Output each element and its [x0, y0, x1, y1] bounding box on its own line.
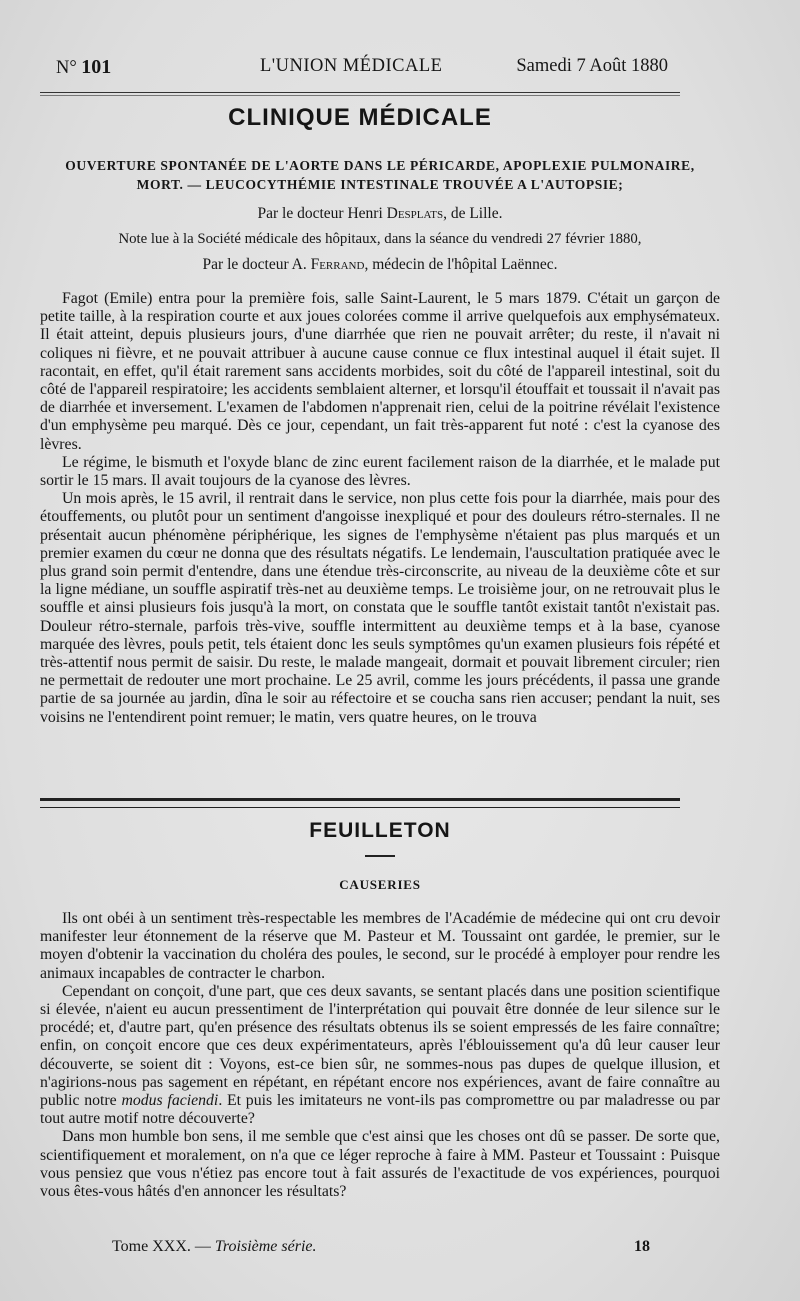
author-suffix: , de Lille. [443, 205, 503, 222]
reporter-name: Ferrand [310, 256, 365, 273]
italic-phrase: modus faciendi [121, 1092, 219, 1110]
feuilleton-ornament-rule [365, 855, 395, 857]
feuilleton-paragraph: Ils ont obéi à un sentiment très-respectable les membres de l'Académie de médecine qui ont cru devoir manifester leur étonnement de la réserve que M. Pasteur et M. Toussaint ont gardée, le premier, sur le moyen d'obtenir la vaccination du choléra des poules, le second, sur le procédé à employer pour rendre les animaux incapables de contracter le charbon. [40, 910, 720, 982]
footer-tome: Tome XXX. — [112, 1238, 211, 1255]
article-subtitle-line2: MORT. — LEUCOCYTHÉMIE INTESTINALE TROUVÉE A L'AUTOPSIE; [136, 177, 624, 192]
clinique-paragraph: Le régime, le bismuth et l'oxyde blanc de zinc eurent facilement raison de la diarrhée, et le malade put sortir le 15 mars. Il avait toujours de la cyanose des lèvres. [40, 453, 720, 490]
clinique-paragraph: Fagot (Emile) entra pour la première fois, salle Saint-Laurent, le 5 mars 1879. C'était un garçon de petite taille, à la respiration courte et aux joues colorées comme il arrive quelquefois aux emphysémateux. Il était atteint, depuis plusieurs jours, d'une diarrhée que rien ne pouvait arrêter; du reste, il n'avait ni coliques ni fièvre, et ne pouvait attribuer à aucune cause connue ce flux intestinal auquel il était sujet. Il racontait, en effet, qu'il était rarement sans accidents morbides, soit du côté de l'appareil intestinal, soit du côté de l'appareil respiratoire; les accidents semblaient alterner, et lorsqu'il étouffait et toussait il n'avait pas de diarrhée et inversement. L'examen de l'abdomen n'apprenait rien, celui de la poitrine révélait l'existence d'un emphysème peu marqué. Dès ce jour, cependant, un fait très-apparent fut noté : c'est la cyanose des lèvres. [40, 290, 720, 453]
issue-number [56, 56, 111, 79]
journal-title: L'UNION MÉDICALE [260, 56, 443, 76]
feuilleton-paragraph-2-tail: . Et puis les imitateurs ne vont-ils pas compromettre ou par maladresse ou par tout autre motif notre découverte? [40, 1092, 720, 1128]
footer-volume [112, 1238, 317, 1256]
header-rule [40, 92, 680, 93]
issue-number-prefix: N° [56, 58, 77, 78]
issue-date: Samedi 7 Août 1880 [516, 56, 668, 76]
feuilleton-paragraph: Dans mon humble bon sens, il me semble que c'est ainsi que les choses ont dû se passer. De sorte que, scientifiquement et moralement, on n'a que ce léger reproche à faire à MM. Pasteur et Toussaint : Puisque vous pensiez que vous n'étiez pas encore tout à fait assurés de l'exactitude de vos expériences, pourquoi vous êtes-vous hâtés d'en annoncer les résultats? [40, 1128, 720, 1201]
issue-number-value: 101 [81, 56, 112, 78]
footer-series: Troisième série. [214, 1238, 317, 1255]
page-header [56, 56, 668, 88]
clinique-body [40, 290, 720, 727]
author-line [40, 205, 720, 223]
page-footer [112, 1238, 650, 1260]
clinique-paragraph: Un mois après, le 15 avril, il rentrait dans le service, non plus cette fois pour la diarrhée, mais pour des étouffements, ou plutôt pour un sentiment d'angoisse inexpliqué et pour des douleurs rétro-sternales. Il ne présentait aucun phénomène périphérique, les signes de l'emphysème n'étaient pas plus marqués et un premier examen du cœur ne donna que des résultats négatifs. Le lendemain, l'auscultation pratiquée avec le plus grand soin permit d'entendre, dans une étendue très-circonscrite, au niveau de la deuxième côte et sur la ligne médiane, un souffle aspiratif très-net au deuxième temps. Le troisième jour, on ne retrouvait plus le souffle et ainsi plusieurs fois jusqu'à la mort, on constata que le souffle tantôt existait tantôt n'existait pas. Douleur rétro-sternale, parfois très-vive, souffle intermittent au deuxième temps et à la base, cyanose marquée des lèvres, pouls petit, tels étaient donc les seuls symptômes qu'un examen plusieurs fois répété et très-attentif nous permit de saisir. Du reste, le malade mangeait, dormait et pouvait librement circuler; rien ne permettait de redouter une mort prochaine. Le 25 avril, comme les jours précédents, il passa une grande partie de sa journée au jardin, dîna le soir au réfectoire et se coucha sans rien accuser; pendant la nuit, ses voisins ne l'entendirent point remuer; le matin, vers quatre heures, on le trouva [40, 490, 720, 726]
feuilleton-subtitle: CAUSERIES [339, 877, 421, 892]
reporter-suffix: , médecin de l'hôpital Laënnec. [364, 256, 558, 273]
author-prefix: Par le docteur Henri [257, 205, 383, 222]
section-title-feuilleton: FEUILLETON [309, 819, 451, 842]
feuilleton-body [40, 910, 720, 1201]
reporter-prefix: Par le docteur A. [202, 256, 307, 273]
article-subtitle-line1: OUVERTURE SPONTANÉE DE L'AORTE DANS LE PÉRICARDE, APOPLEXIE PULMONAIRE, [65, 158, 695, 173]
feuilleton-separator [40, 798, 680, 808]
note-line: Note lue à la Société médicale des hôpitaux, dans la séance du vendredi 27 février 1880, [118, 231, 642, 247]
page-number: 18 [634, 1238, 650, 1255]
feuilleton-paragraph-2 [40, 983, 720, 1129]
section-title-clinique: CLINIQUE MÉDICALE [228, 104, 492, 131]
header-rule-thin [40, 95, 680, 96]
author-name: Desplats [386, 205, 444, 222]
reporter-line [40, 256, 720, 274]
feuilleton-paragraph-2-text: Cependant on conçoit, d'une part, que ces deux savants, se sentant placés dans une position scientifique si élevée, n'aient eu aucun pressentiment de l'interprétation qui pouvait être donnée de leur silence sur le procédé; et, d'autre part, qu'en présence des résultats obtenus ils se soient empressés de les faire connaître; enfin, on conçoit encore que ces deux expérimentateurs, après l'éblouissement qu'a dû leur causer leur découverte, se soient dit : Voyons, est-ce bien sûr, ne sommes-nous pas dupes de quelque illusion, et n'agirions-nous pas sagement en répétant, en répétant encore nos expériences, avant de faire connaître au public notre [40, 982, 720, 1110]
